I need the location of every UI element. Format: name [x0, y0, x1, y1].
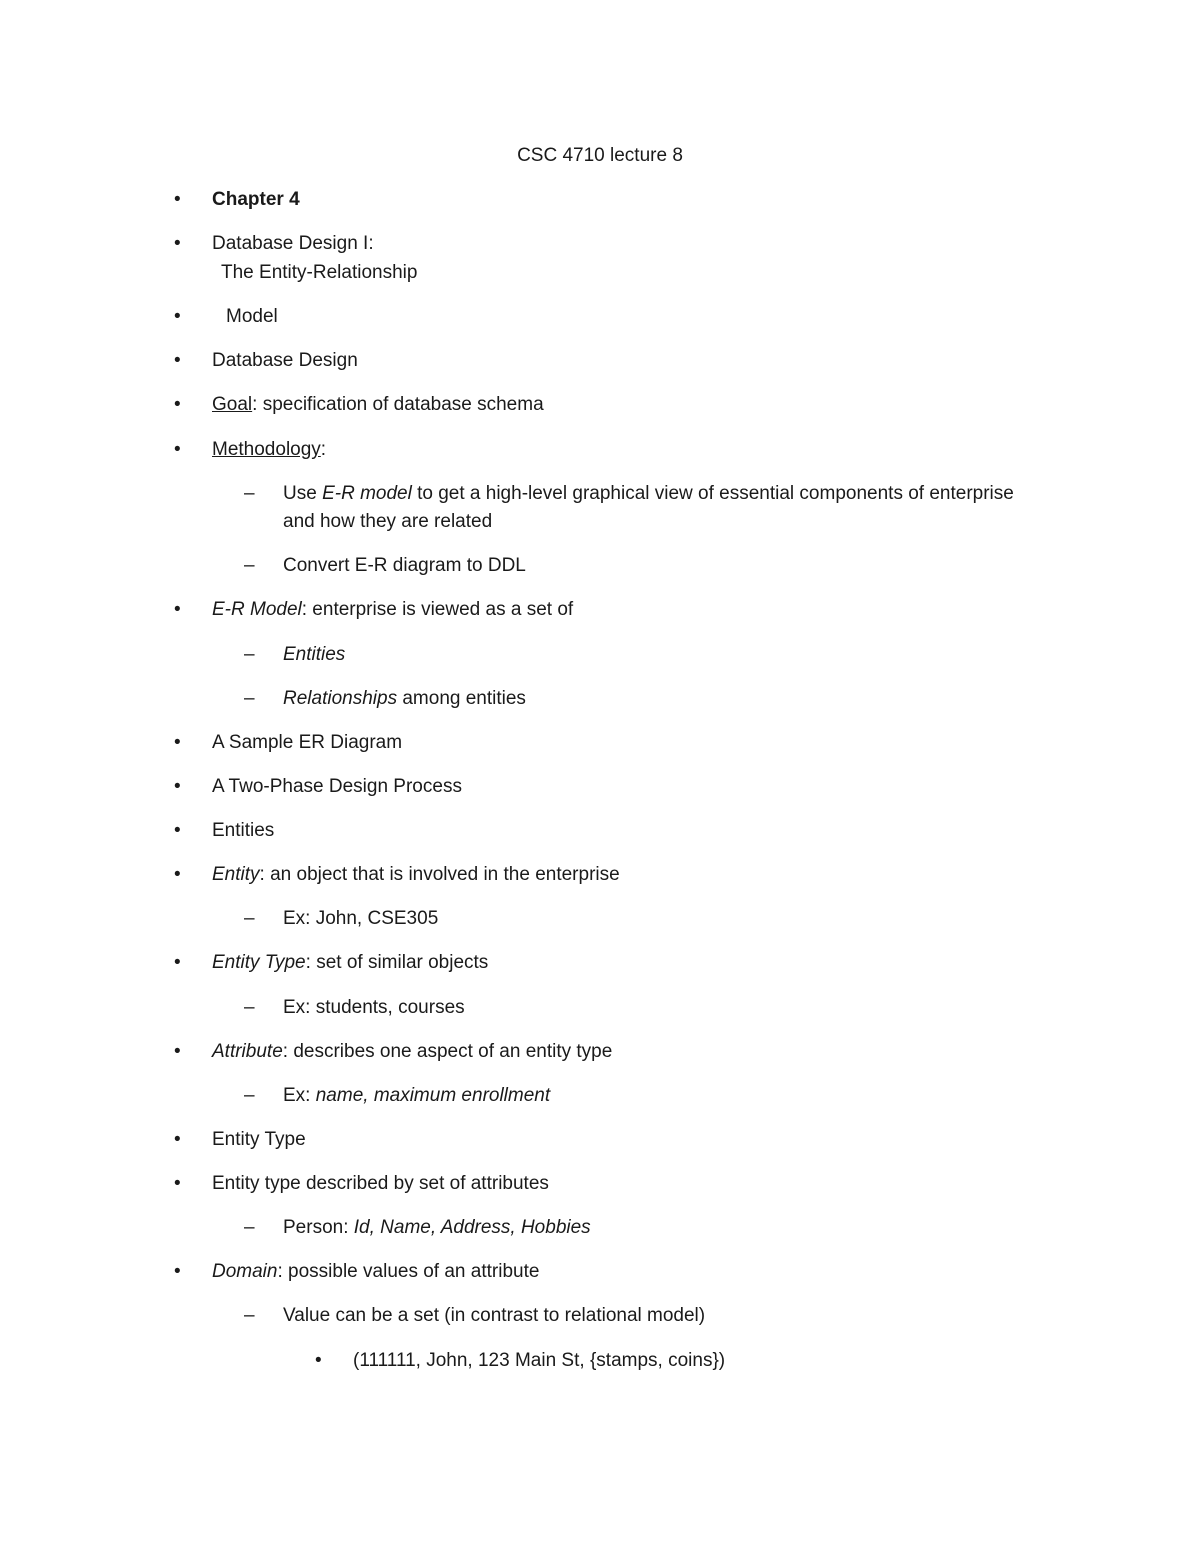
dash-icon: –	[244, 908, 255, 929]
dash-icon: –	[244, 997, 255, 1018]
list-text	[283, 481, 1014, 507]
text-run: : describes one aspect of an entity type	[282, 1041, 613, 1062]
list-text: A Two-Phase Design Process	[212, 776, 462, 797]
dash-icon: –	[244, 688, 255, 709]
list-text	[212, 597, 573, 623]
dash-icon: –	[244, 1305, 255, 1326]
text-run-italic: E-R model	[322, 483, 412, 504]
dash-icon: –	[244, 1085, 255, 1106]
text-run: : enterprise is viewed as a set of	[301, 599, 574, 620]
chapter-heading: Chapter 4	[212, 189, 300, 210]
bullet-icon: •	[174, 350, 181, 371]
list-text: Convert E-R diagram to DDL	[283, 555, 526, 576]
bullet-icon: •	[315, 1350, 322, 1371]
bullet-icon: •	[174, 1173, 181, 1194]
text-run-italic: Id, Name, Address, Hobbies	[353, 1217, 591, 1238]
methodology-colon: :	[320, 439, 327, 460]
bullet-icon: •	[174, 1129, 181, 1150]
bullet-icon: •	[174, 820, 181, 841]
list-text	[212, 437, 326, 463]
text-run-italic: Attribute	[212, 1041, 283, 1062]
list-text: (111111, John, 123 Main St, {stamps, coins})	[353, 1350, 726, 1371]
bullet-icon: •	[174, 1261, 181, 1282]
list-text: Ex: John, CSE305	[283, 908, 439, 929]
bullet-icon: •	[174, 1041, 181, 1062]
text-run: : an object that is involved in the enterprise	[259, 864, 620, 885]
list-text: Database Design I:	[212, 233, 374, 254]
document-title: CSC 4710 lecture 8	[517, 145, 683, 166]
methodology-label: Methodology	[212, 439, 321, 460]
goal-text: : specification of database schema	[252, 394, 544, 415]
list-text	[212, 392, 544, 418]
text-run: Use	[283, 483, 323, 504]
list-text: Model	[226, 306, 278, 327]
list-text	[212, 862, 620, 888]
dash-icon: –	[244, 555, 255, 576]
text-run-italic: E-R Model	[212, 599, 302, 620]
list-text: Value can be a set (in contrast to relational model)	[283, 1305, 706, 1326]
list-text	[212, 1259, 539, 1285]
list-text-continuation: and how they are related	[283, 511, 493, 532]
list-text	[212, 1039, 612, 1065]
dash-icon: –	[244, 644, 255, 665]
text-run: : possible values of an attribute	[277, 1261, 540, 1282]
text-run: among entities	[397, 688, 526, 709]
list-text: Database Design	[212, 350, 358, 371]
bullet-icon: •	[174, 952, 181, 973]
bullet-icon: •	[174, 439, 181, 460]
text-run: Person:	[283, 1217, 354, 1238]
bullet-icon: •	[174, 864, 181, 885]
bullet-icon: •	[174, 732, 181, 753]
list-text	[283, 686, 526, 712]
list-text	[212, 950, 488, 976]
bullet-icon: •	[174, 394, 181, 415]
text-run: : set of similar objects	[305, 952, 489, 973]
list-text: A Sample ER Diagram	[212, 732, 403, 753]
list-text	[283, 1215, 591, 1241]
list-text	[283, 1083, 550, 1109]
dash-icon: –	[244, 483, 255, 504]
bullet-icon: •	[174, 776, 181, 797]
list-text: Entity Type	[212, 1129, 306, 1150]
text-run: Ex:	[283, 1085, 316, 1106]
dash-icon: –	[244, 1217, 255, 1238]
text-run-italic: Domain	[212, 1261, 278, 1282]
text-run-italic: Entity	[212, 864, 260, 885]
bullet-icon: •	[174, 599, 181, 620]
bullet-icon: •	[174, 233, 181, 254]
list-text: Ex: students, courses	[283, 997, 465, 1018]
list-text: Entities	[212, 820, 275, 841]
list-text: Entity type described by set of attributes	[212, 1173, 549, 1194]
goal-label: Goal	[212, 394, 253, 415]
bullet-icon: •	[174, 189, 181, 210]
text-run-italic: Relationships	[283, 688, 398, 709]
list-text-continuation: The Entity-Relationship	[221, 262, 418, 283]
list-text	[283, 642, 345, 668]
bullet-icon: •	[174, 306, 181, 327]
text-run-italic: Entities	[283, 644, 346, 665]
text-run: to get a high-level graphical view of essential components of enterprise	[411, 483, 1014, 504]
text-run-italic: name, maximum enrollment	[315, 1085, 551, 1106]
text-run-italic: Entity Type	[212, 952, 306, 973]
